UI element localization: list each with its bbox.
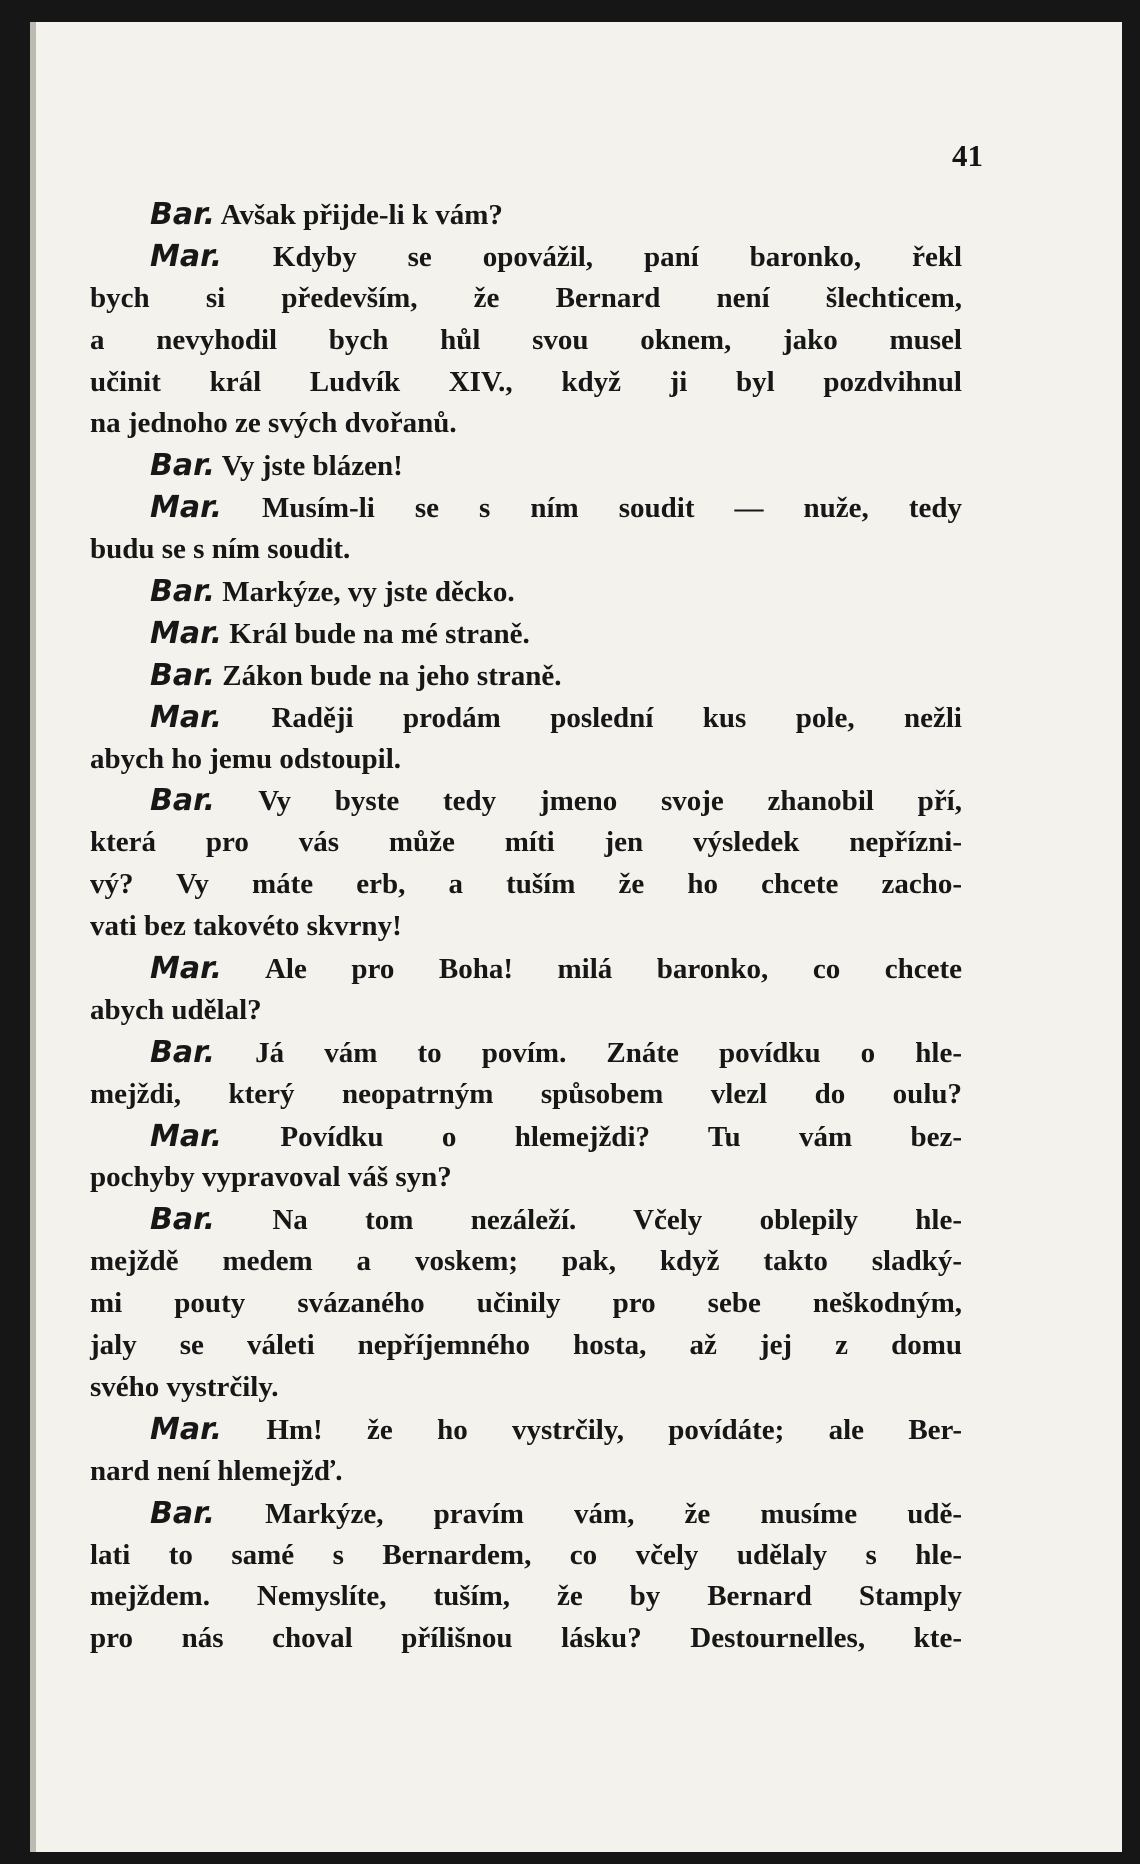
- speaker-label: Mar.: [150, 238, 223, 274]
- speaker-label: Mar.: [150, 699, 223, 735]
- dialogue-text: [90, 194, 962, 1660]
- speaker-label: Bar.: [150, 1202, 216, 1238]
- text-line: [90, 1367, 962, 1409]
- speaker-label: Bar.: [150, 783, 216, 819]
- line-text: Vy byste tedy jmeno svoje zhanobil pří,: [215, 785, 962, 818]
- line-text: Raději prodám poslední kus pole, nežli: [222, 701, 962, 734]
- line-text: Já vám to povím. Znáte povídku o hle-: [215, 1036, 962, 1069]
- speaker-label: Bar.: [150, 197, 216, 232]
- text-line: [90, 1409, 962, 1451]
- line-text: Král bude na mé straně.: [222, 617, 530, 650]
- line-text: budu se s ním soudit.: [90, 533, 351, 566]
- speaker-label: Bar.: [150, 574, 216, 610]
- text-line: [90, 1241, 962, 1283]
- line-text: a nevyhodil bych hůl svou oknem, jako musel: [90, 323, 962, 356]
- line-text: učinit král Ludvík XIV., když ji byl pozdvihnul: [90, 365, 962, 398]
- line-text: Markýze, pravím vám, že musíme udě-: [215, 1497, 962, 1530]
- text-line: [90, 445, 962, 487]
- line-text: Kdyby se opovážil, paní baronko, řekl: [222, 240, 962, 273]
- text-line: [90, 1199, 962, 1241]
- line-text: Povídku o hlemejždi? Tu vám bez-: [222, 1120, 962, 1153]
- speaker-label: Mar.: [150, 490, 223, 526]
- speaker-label: Bar.: [150, 1495, 216, 1531]
- line-text: Markýze, vy jste děcko.: [215, 576, 515, 609]
- text-line: [90, 1032, 962, 1074]
- book-page: [30, 22, 1122, 1852]
- text-line: [90, 1157, 962, 1199]
- speaker-label: Bar.: [150, 657, 216, 693]
- speaker-label: Mar.: [150, 615, 223, 651]
- text-line: [90, 822, 962, 864]
- text-line: [90, 194, 962, 236]
- text-line: [90, 1535, 962, 1577]
- line-text: jaly se váleti nepříjemného hosta, až jej z domu: [90, 1329, 962, 1362]
- page-number: 41: [952, 138, 983, 173]
- text-line: [90, 487, 962, 529]
- speaker-label: Mar.: [150, 1411, 223, 1447]
- text-line: [90, 1451, 962, 1493]
- line-text: Musím-li se s ním soudit — nuže, tedy: [222, 492, 962, 525]
- speaker-label: Mar.: [150, 951, 223, 987]
- text-line: [90, 906, 962, 948]
- line-text: Zákon bude na jeho straně.: [215, 659, 562, 692]
- text-line: [90, 278, 962, 320]
- line-text: Vy jste blázen!: [215, 450, 403, 483]
- line-text: mi pouty svázaného učinily pro sebe neškodným,: [90, 1287, 962, 1320]
- line-text: pro nás choval přílišnou lásku? Destournelles, kte-: [90, 1622, 962, 1655]
- line-text: na jednoho ze svých dvořanů.: [90, 407, 457, 440]
- line-text: nard není hlemejžď.: [90, 1454, 343, 1487]
- line-text: Ale pro Boha! milá baronko, co chcete: [222, 953, 962, 986]
- text-line: [90, 362, 962, 404]
- text-line: [90, 1116, 962, 1158]
- line-text: mejždě medem a voskem; pak, když takto sladký-: [90, 1245, 962, 1278]
- text-line: [90, 655, 962, 697]
- speaker-label: Bar.: [150, 1034, 216, 1070]
- page-edge: [30, 22, 36, 1852]
- line-text: mejždi, který neopatrným spůsobem vlezl do oulu?: [90, 1077, 962, 1110]
- text-line: [90, 403, 962, 445]
- line-text: mejždem. Nemyslíte, tuším, že by Bernard Stamply: [90, 1580, 962, 1613]
- speaker-label: Mar.: [150, 1118, 223, 1154]
- text-line: [90, 613, 962, 655]
- speaker-label: Bar.: [150, 448, 216, 484]
- text-line: [90, 1283, 962, 1325]
- text-line: [90, 990, 962, 1032]
- line-text: vý? Vy máte erb, a tuším že ho chcete zacho-: [90, 868, 962, 901]
- line-text: Hm! že ho vystrčily, povídáte; ale Ber-: [222, 1413, 962, 1446]
- text-line: [90, 1618, 962, 1660]
- line-text: pochyby vypravoval váš syn?: [90, 1161, 452, 1194]
- line-text: abych ho jemu odstoupil.: [90, 742, 402, 775]
- line-text: abych udělal?: [90, 993, 262, 1026]
- line-text: Avšak přijde-li k vám?: [215, 199, 503, 231]
- line-text: vati bez takovéto skvrny!: [90, 910, 402, 943]
- line-text: lati to samé s Bernardem, co včely udělaly s hle-: [90, 1538, 962, 1571]
- text-line: [90, 529, 962, 571]
- text-line: [90, 320, 962, 362]
- text-line: [90, 864, 962, 906]
- text-line: [90, 948, 962, 990]
- text-line: [90, 571, 962, 613]
- text-line: [90, 1493, 962, 1535]
- line-text: svého vystrčily.: [90, 1370, 279, 1403]
- text-line: [90, 697, 962, 739]
- line-text: Na tom nezáleží. Včely oblepily hle-: [215, 1204, 962, 1237]
- text-line: [90, 1325, 962, 1367]
- text-line: [90, 780, 962, 822]
- text-line: [90, 236, 962, 278]
- text-line: [90, 1074, 962, 1116]
- line-text: bych si především, že Bernard není šlechticem,: [90, 281, 962, 314]
- text-line: [90, 739, 962, 781]
- line-text: která pro vás může míti jen výsledek nepřízni-: [90, 826, 962, 859]
- text-line: [90, 1576, 962, 1618]
